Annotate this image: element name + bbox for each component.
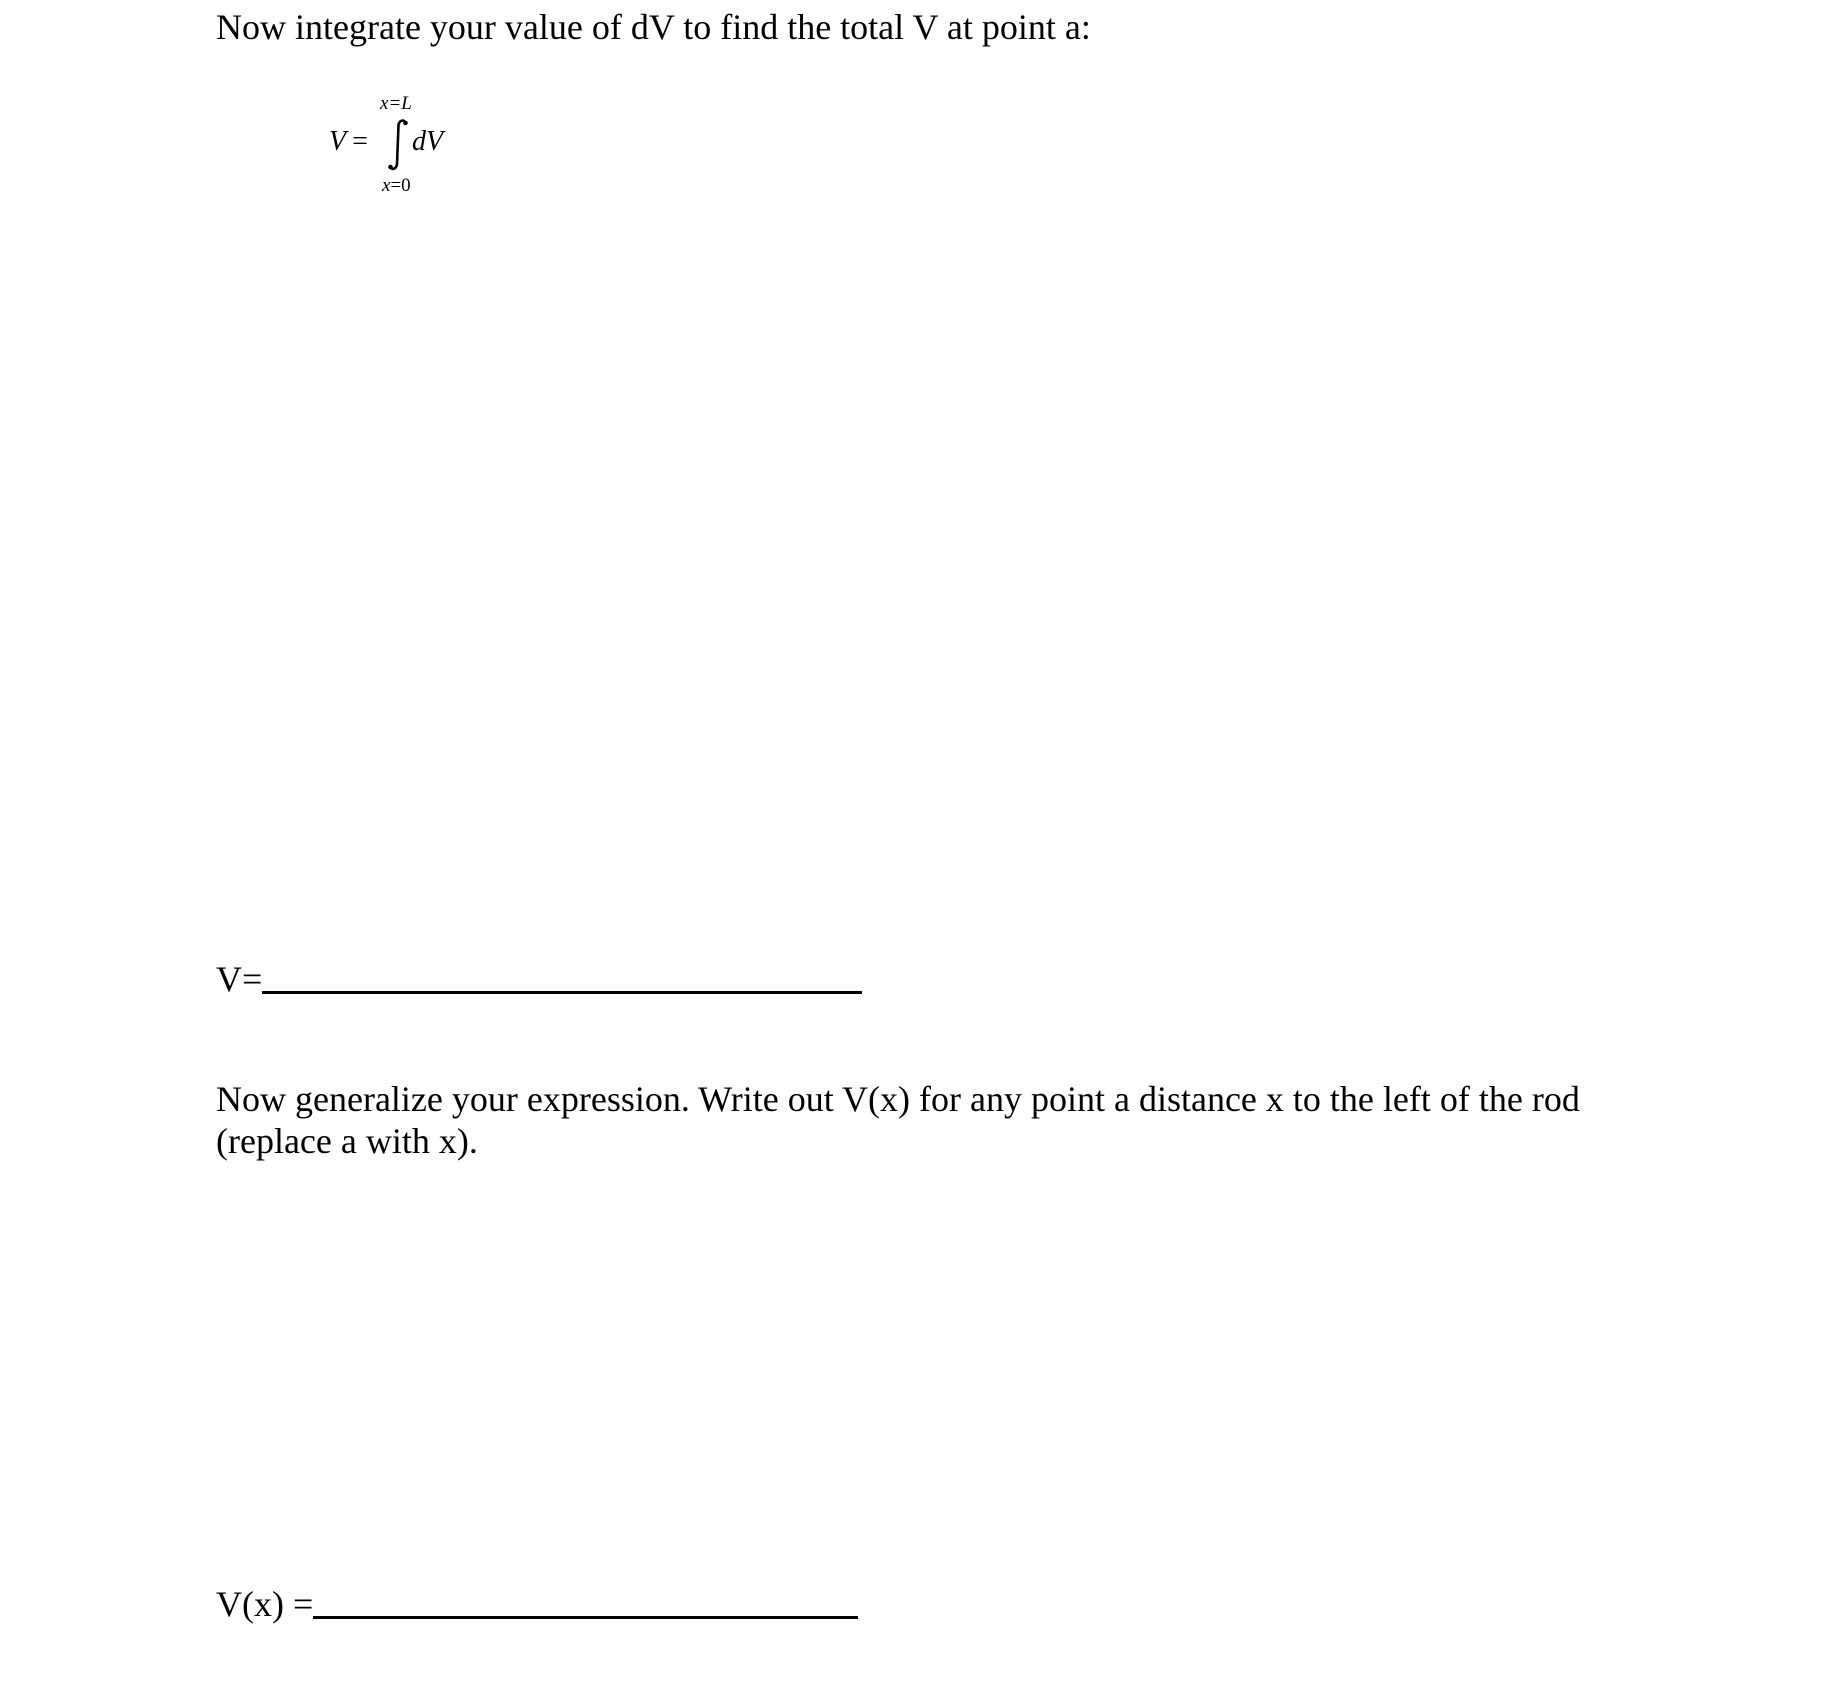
integral-upper-limit: x=L [380,93,412,114]
lower-limit-value: =0 [390,175,411,196]
answer-vx-row [216,1575,858,1625]
integral-equation [320,90,480,210]
answer-vx-label: V(x) = [216,1584,314,1624]
integrand: dV [412,126,444,157]
answer-v-blank[interactable] [262,953,862,994]
instruction-integrate: Now integrate your value of dV to find the total V at point a: [216,7,1091,47]
equation-lhs [329,126,368,158]
equation-lhs-variable: V [329,126,347,157]
instruction-generalize-line1: Now generalize your expression. Write out V(x) for any point a distance x to the left of the rod [216,1079,1580,1119]
integral-lower-limit [382,176,411,196]
answer-v-row [216,950,862,1000]
instruction-generalize-line2: (replace a with x). [216,1121,478,1161]
equation-equals-sign: = [352,126,368,157]
integral-sign-icon [387,118,409,172]
answer-vx-blank[interactable] [313,1578,858,1619]
lower-limit-variable: x [382,175,391,196]
answer-v-label: V= [216,959,263,999]
